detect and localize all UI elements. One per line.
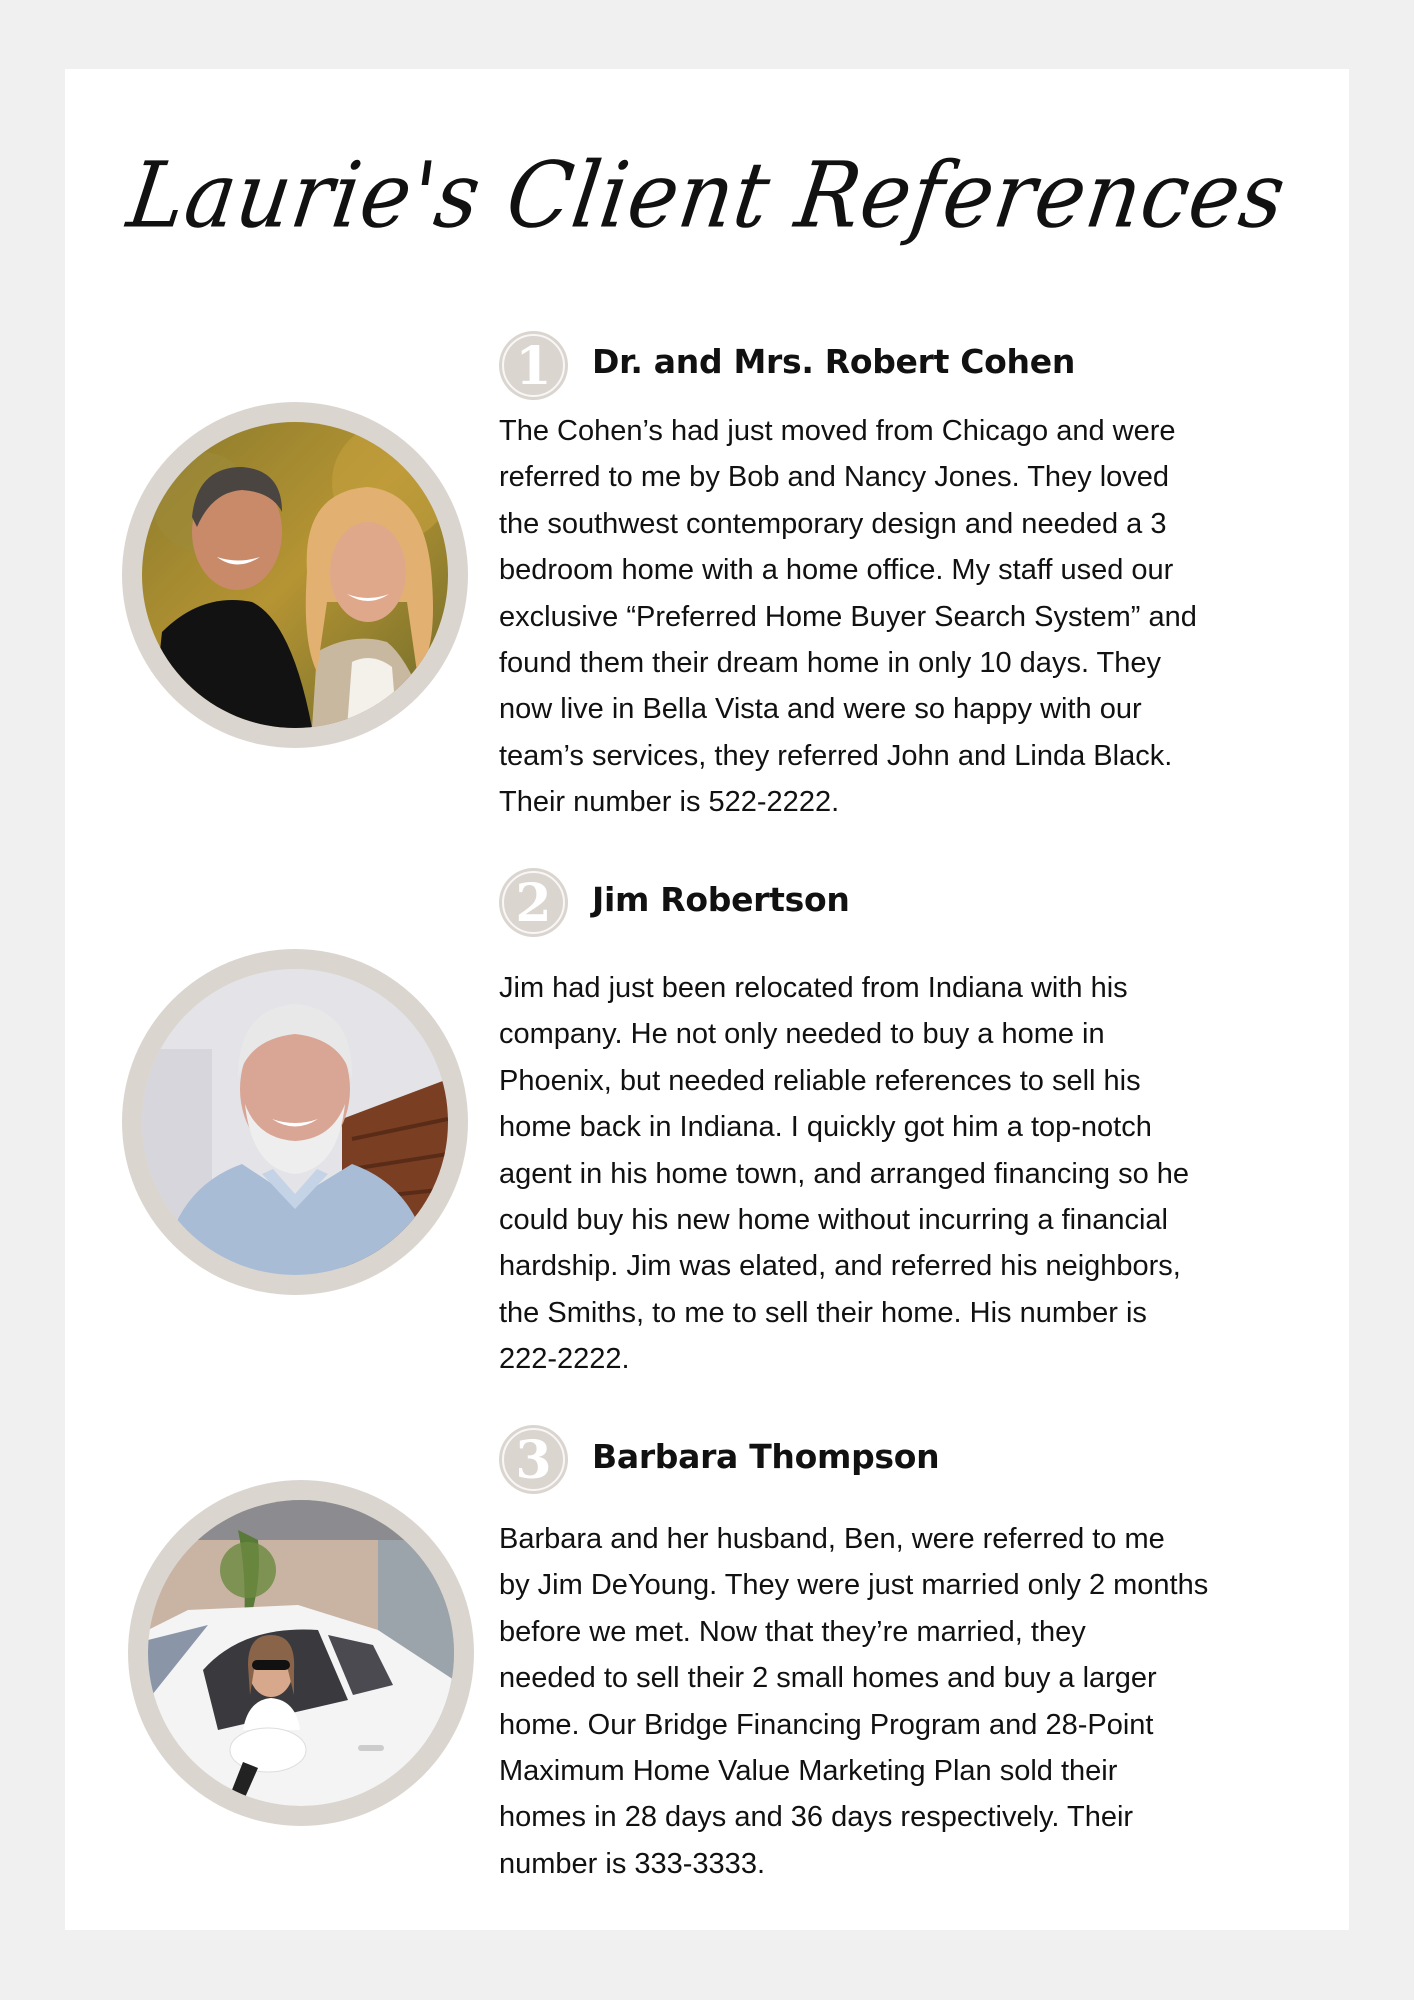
description-line: needed to sell their 2 small homes and buy a larger bbox=[499, 1662, 1157, 1695]
badge-number: 3 bbox=[515, 1429, 552, 1491]
description-line: Barbara and her husband, Ben, were referred to me bbox=[499, 1523, 1165, 1555]
reference-2-photo bbox=[122, 949, 468, 1295]
badge-number: 2 bbox=[515, 872, 552, 934]
reference-1-photo bbox=[122, 402, 468, 748]
description-line: number is 333-3333. bbox=[499, 1847, 765, 1880]
senior-man-photo-icon bbox=[142, 969, 448, 1275]
description-line: by Jim DeYoung. They were just married only 2 months bbox=[499, 1569, 1209, 1602]
description-line: 222-2222. bbox=[499, 1343, 630, 1376]
description-line: now live in Bella Vista and were so happy with our bbox=[499, 693, 1142, 726]
description-line: exclusive “Preferred Home Buyer Search System” and bbox=[499, 600, 1197, 633]
description-line: Maximum Home Value Marketing Plan sold their bbox=[499, 1755, 1118, 1788]
description-line: The Cohen’s had just moved from Chicago and were bbox=[499, 415, 1176, 447]
couple-photo-icon bbox=[142, 422, 448, 728]
description-line: could buy his new home without incurring a financial bbox=[499, 1204, 1168, 1237]
reference-3-name: Barbara Thompson bbox=[592, 1437, 940, 1476]
description-line: before we met. Now that they’re married, they bbox=[499, 1615, 1086, 1648]
reference-2-description bbox=[499, 965, 1289, 1383]
description-line: the southwest contemporary design and needed a 3 bbox=[499, 507, 1167, 540]
reference-1-number-badge bbox=[499, 331, 568, 400]
description-line: hardship. Jim was elated, and referred his neighbors, bbox=[499, 1250, 1181, 1283]
description-line: Their number is 522-2222. bbox=[499, 786, 840, 819]
reference-3-description bbox=[499, 1516, 1289, 1887]
description-line: agent in his home town, and arranged financing so he bbox=[499, 1157, 1190, 1190]
description-line: referred to me by Bob and Nancy Jones. They loved bbox=[499, 461, 1170, 494]
reference-1-description bbox=[499, 408, 1289, 826]
description-line: bedroom home with a home office. My staff used our bbox=[499, 554, 1174, 587]
badge-number: 1 bbox=[515, 335, 552, 397]
description-line: company. He not only needed to buy a home in bbox=[499, 1018, 1105, 1051]
description-line: team’s services, they referred John and Linda Black. bbox=[499, 739, 1173, 772]
description-line: home back in Indiana. I quickly got him a top-notch bbox=[499, 1111, 1152, 1144]
description-line: home. Our Bridge Financing Program and 28-Point bbox=[499, 1708, 1154, 1741]
woman-in-car-photo-icon bbox=[148, 1500, 454, 1806]
reference-1-name: Dr. and Mrs. Robert Cohen bbox=[592, 342, 1076, 381]
reference-2-number-badge bbox=[499, 868, 568, 937]
description-line: found them their dream home in only 10 days. They bbox=[499, 647, 1162, 680]
description-line: Jim had just been relocated from Indiana with his bbox=[499, 972, 1128, 1004]
reference-3-number-badge bbox=[499, 1425, 568, 1494]
reference-2-name: Jim Robertson bbox=[592, 880, 850, 919]
reference-3-photo bbox=[128, 1480, 474, 1826]
description-line: homes in 28 days and 36 days respectively. Their bbox=[499, 1801, 1134, 1834]
page-title: Laurie's Client References bbox=[121, 142, 1293, 248]
description-line: Phoenix, but needed reliable references to sell his bbox=[499, 1064, 1141, 1097]
description-line: the Smiths, to me to sell their home. His number is bbox=[499, 1296, 1147, 1329]
